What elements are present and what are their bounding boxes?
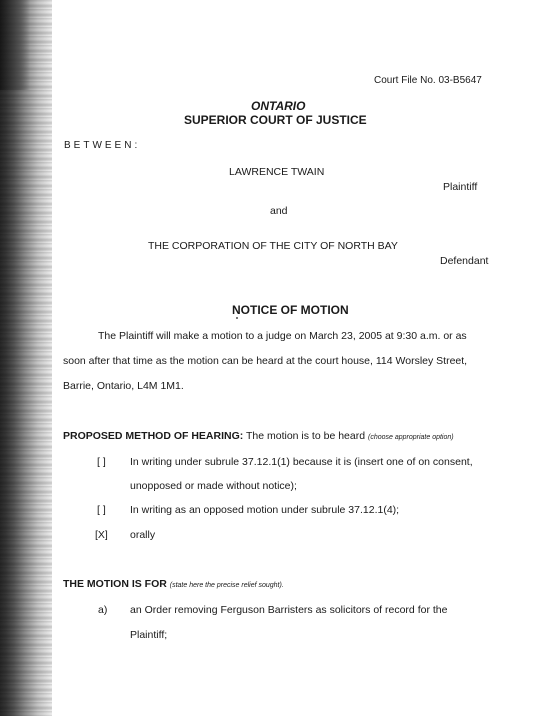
relief-item-marker: a) <box>98 604 108 616</box>
plaintiff-name: LAWRENCE TWAIN <box>229 166 325 178</box>
hearing-method-heading: PROPOSED METHOD OF HEARING: <box>63 430 244 442</box>
relief-item-text: an Order removing Ferguson Barristers as solicitors of record for the <box>130 604 448 616</box>
intro-line: soon after that time as the motion can be heard at the court house, 114 Worsley Street, <box>63 355 468 367</box>
court-file-number: Court File No. 03-B5647 <box>374 75 482 86</box>
motion-paragraph <box>63 578 284 590</box>
relief-item-text: Plaintiff; <box>130 629 168 641</box>
hearing-option-checkbox: [ ] <box>97 456 106 468</box>
intro-line: The Plaintiff will make a motion to a judge on March 23, 2005 at 9:30 a.m. or as <box>98 330 467 342</box>
motion-note: (state here the precise relief sought). <box>169 582 284 589</box>
scan-shadow-corner <box>0 0 30 90</box>
hearing-method-paragraph <box>63 430 454 442</box>
hearing-option-text: unopposed or made without notice); <box>130 480 297 492</box>
hearing-option-checkbox: [ ] <box>97 504 106 516</box>
defendant-role: Defendant <box>440 255 489 267</box>
scan-shadow-edge <box>0 0 52 716</box>
document-title: NOTICE OF MOTION <box>232 303 349 317</box>
plaintiff-role: Plaintiff <box>443 181 478 193</box>
court-heading: SUPERIOR COURT OF JUSTICE <box>184 113 367 127</box>
hearing-option-text: orally <box>130 529 156 541</box>
between-label: BETWEEN: <box>64 140 141 151</box>
defendant-name: THE CORPORATION OF THE CITY OF NORTH BAY <box>148 240 398 252</box>
hearing-option-text: In writing as an opposed motion under subrule 37.12.1(4); <box>130 504 400 516</box>
intro-line: Barrie, Ontario, L4M 1M1. <box>63 380 184 392</box>
party-conjunction: and <box>270 205 288 217</box>
jurisdiction-heading: ONTARIO <box>251 99 306 113</box>
hearing-option-checkbox: [X] <box>95 529 108 541</box>
hearing-option-text: In writing under subrule 37.12.1(1) because it is (insert one of on consent, <box>130 456 473 468</box>
scan-speck <box>236 317 238 319</box>
motion-heading: THE MOTION IS FOR <box>63 578 167 590</box>
hearing-method-note: (choose appropriate option) <box>367 434 454 441</box>
hearing-method-text: The motion is to be heard <box>243 430 368 442</box>
